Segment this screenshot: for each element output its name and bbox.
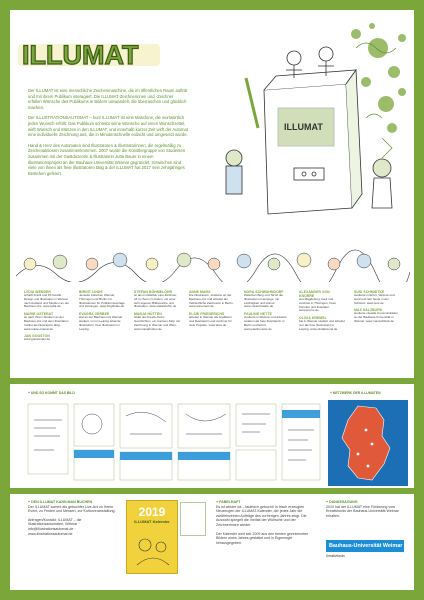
artist-name: OLIVIA KREMEL [299, 316, 327, 321]
logo-text: ILLUMAT [22, 40, 139, 70]
calendar-year: 2019 [138, 505, 166, 519]
intro-text [28, 88, 188, 181]
artist-name: NORA SCHWAHNDORF [244, 290, 284, 294]
artist-column-7 [354, 290, 400, 327]
artist-column-2 [79, 290, 125, 334]
artist-name: MANJA HÜTTEN [134, 312, 162, 317]
calendar-heading: + FABELHAFT [216, 500, 241, 504]
calendar-illustration [133, 531, 173, 571]
calendar-text-2: Der Kalender wird seit 2009 aus den besten gezeichneten Bildern eines Jahres gestaltet und in Eigenregie herausgegeben. [216, 531, 309, 545]
artist-bio: ist nach ihrem Studium an der Bauhaus-Uni und dem Illustration Institut als Illustratorin tätig. www.marie-osterat.de [24, 315, 69, 331]
artist-bio: Die Illustratorin, studierte an der Bauhaus-Uni und arbeitet als freiberufliche Zeichnerin in Berlin. www.annemarx.de [189, 293, 234, 309]
booking-heading: + DEN ILLUMAT KANN MAN BUCHEN [28, 500, 93, 504]
section-divider [10, 488, 414, 494]
booking-text: Der ILLUMAT kommt als gebuchter Live-Act zu Ihrem Event, zu Festen und Messen, zur Kulturveranstaltung. [28, 504, 116, 514]
artist-bio: schafft Frank und Pit Giraffe Design und Illustration in Weimar nach Ausland und Studium an der Bauhaus-Uni, www.lydia.de [24, 293, 70, 309]
artist-column-1 [24, 290, 70, 345]
thanks-text: 2010 hat der ILLUMAT eine Förderung vom Kreativfonds der Bauhaus-Universität Weimar erhalten. [326, 504, 399, 518]
artist-entry [79, 290, 125, 309]
process-label: + UND SO KOMMT DAS BILD [28, 391, 75, 395]
artist-entry [244, 312, 290, 331]
calendar-cover [126, 500, 178, 574]
artist-name: MARIE OSTERAT [24, 312, 54, 317]
thanks-heading: + DANKESAGUNG [326, 500, 358, 504]
artist-name: ALEXANDER VON KNORRE [299, 290, 330, 298]
map-label: + NETZWERK DER ILLUMATEN [330, 391, 381, 395]
bauhaus-logo: Bauhaus-Universität Weimar [326, 540, 404, 552]
artist-list [24, 290, 408, 370]
intro-paragraph-1: Der ILLUMAT ist eine menschliche Zeichenmaschine, die im öffentlichen Raum auftritt und mit ihrem Publikum interagiert. Die ILLUMAT-Zeichnerinnen und -Zeichner erfüllen Wünsche des Publikums in Bildern umwandelt, die überraschen und glücklich machen. [28, 88, 188, 110]
artist-entry [24, 290, 70, 309]
calendar-page [180, 502, 206, 536]
artist-bio: bildet als Kreativ-Team Geschichten, ein Cartoon-Strip mit Zeichnung in Weimar und Wien. www.manjahutten.de [134, 315, 180, 331]
artist-entry [189, 312, 235, 327]
artist-entry [244, 290, 290, 309]
artist-entry [79, 312, 125, 331]
artist-entry [134, 290, 180, 309]
artist-name: LYDIA WENDER [24, 290, 51, 294]
germany-map [328, 400, 408, 486]
artist-bio: studierte in Erfurt, Weimar und Genf und lebt heute in der Schweiz. www.susi.de [354, 293, 395, 305]
illumat-machine-illustration [206, 18, 410, 268]
artist-name: ANNE MARX [189, 290, 211, 294]
artist-name: JAN GOUSTON [24, 334, 50, 339]
booking-section [28, 500, 118, 536]
artist-name: BIRGIT LINDE [79, 290, 103, 294]
calendar-title: ILLUMAT Kalender [134, 519, 170, 524]
artist-column-3 [134, 290, 180, 334]
artist-entry [24, 334, 70, 342]
bauhaus-logo-sub: Kreativfonds [326, 554, 345, 558]
calendar-text: Es ist wieder da – taufrisch gebucht! In frisch erzeugten Neuzeugen der ILLUMAT-Kalender, der jedes Jahr die zwölfeinzelnen Aufträge des vorherigen Jahres zeigt. Die Auswahl spiegelt die Vielfalt der Wünsche und der Zeichnerinnen wieder. [216, 504, 307, 527]
section-divider [10, 378, 414, 384]
artist-bio: www.goustonjan.de [24, 337, 51, 342]
artist-bio: hat in Weimar studiert und arbeitet nun als freie Illustratorin in Leipzig. www.oliviakremel.de [299, 319, 345, 331]
artist-bio: Hat an der Bauhaus-Uni Weimar studiert, nun in Leipzig lebende Illustratorin, freie Illustratorin in Leipzig. [79, 315, 123, 331]
artist-entry [299, 290, 345, 313]
artist-entry [354, 308, 400, 323]
artist-bio: arbeitet in Weimar als Grafikerin und Illustratorin und zeichnet für viele Projekte. www.elsie.de [189, 315, 232, 327]
artist-bio: ist als unmittelbar eine Zeichner, oft im Team zu finden, mit einer sehr eigenen Bildsprache und Illustration. www.stefanbohm.de [134, 293, 178, 309]
poster [10, 10, 414, 590]
intro-paragraph-3: Hand & Herz des Automaten sind Illustratoren & Illustratorinnen, die regelmäßig zu Zeichenaktionen zusammenkommen. 2007 wurde die Künstlergruppe von Studenten zusammen mit der Gastdozentin & Illustratorin Jutta Bauer in einem Illustrationsprojekt an der Bauhaus-Universität Weimar gegründet. Inzwischen sind viele von ihnen als freie Illustratoren tätig & der ILLUMAT hat 2017 sein zehnjähriges Bestehen gefeiert. [28, 142, 186, 176]
svg-text:ILLUMAT: ILLUMAT [284, 122, 323, 132]
artist-name: PAULINE NETTE [244, 312, 272, 317]
artist-name: SUSI SCHMIDTKE [354, 290, 385, 294]
artist-name: STEFAN BÖHMELÖHR [134, 290, 173, 294]
artist-bio: Zwischen Berg und Tal ist die Illustratorin unterwegs, mit Leichtigkeit und Humor. www.noraschwahn.de [244, 293, 283, 309]
artist-name: ELSIE FRIEDERICHS [189, 312, 225, 317]
artist-name: EVAGRA VERBEE [79, 312, 110, 317]
artist-bio: Jenseits zwischen Weimar, Thüringen und Berlin mit Illustrationen für Publikumsverlage und Zeitungen. www.birgitlinde.de [79, 293, 125, 309]
artist-bio: studierte in Weimar und arbeitet seitdem als freie Illustratorin in Berlin und Erfurt. www.paulinenette.de [244, 315, 287, 331]
artist-bio: aus Magdeburg, baut und zeichnet in Thüringen, freier Künstler und Illustrator. www.knorre.de [299, 297, 337, 313]
artist-bio: studierte visuelle Kommunikation an der Bauhaus-Universität in Weimar. www.maxsalzburk.de [354, 311, 398, 323]
thanks-section [326, 500, 408, 518]
booking-contact: Anfragen/Kontakt: ILLUMAT – die Illustrationsautomaten, Weimar · info@illustrationsautomat.de · www.illustrationsautomat.de [28, 517, 82, 536]
artist-entry [354, 290, 400, 305]
artists-doodle-strip [16, 246, 410, 282]
intro-paragraph-2: Der ILLUSTRATIONSAUTOMAT – kurz ILLUMAT ist eine Maschine, die wortwörtlich jeden Wunsch erfüllt: Das Publikum schreibt seine Wünsche auf einen Wunschzettel, wirft Wunsch und Münzen in den ILLUMAT, und innerhalb kurzer Zeit wirft der Automat eine individuelle Zeichnung aus, die in Minutenschnelle erdacht und umgesetzt wurde. [28, 115, 188, 138]
artist-entry [24, 312, 70, 331]
artist-column-6 [299, 290, 345, 335]
artist-entry [299, 316, 345, 331]
artist-entry [134, 312, 180, 331]
artist-name: MAX SALZBURK [354, 308, 383, 313]
artist-entry [189, 290, 235, 309]
illumat-logo [14, 36, 164, 70]
artist-column-4 [189, 290, 235, 331]
calendar-section [216, 500, 316, 545]
artist-column-5 [244, 290, 290, 334]
process-panels [26, 400, 322, 486]
